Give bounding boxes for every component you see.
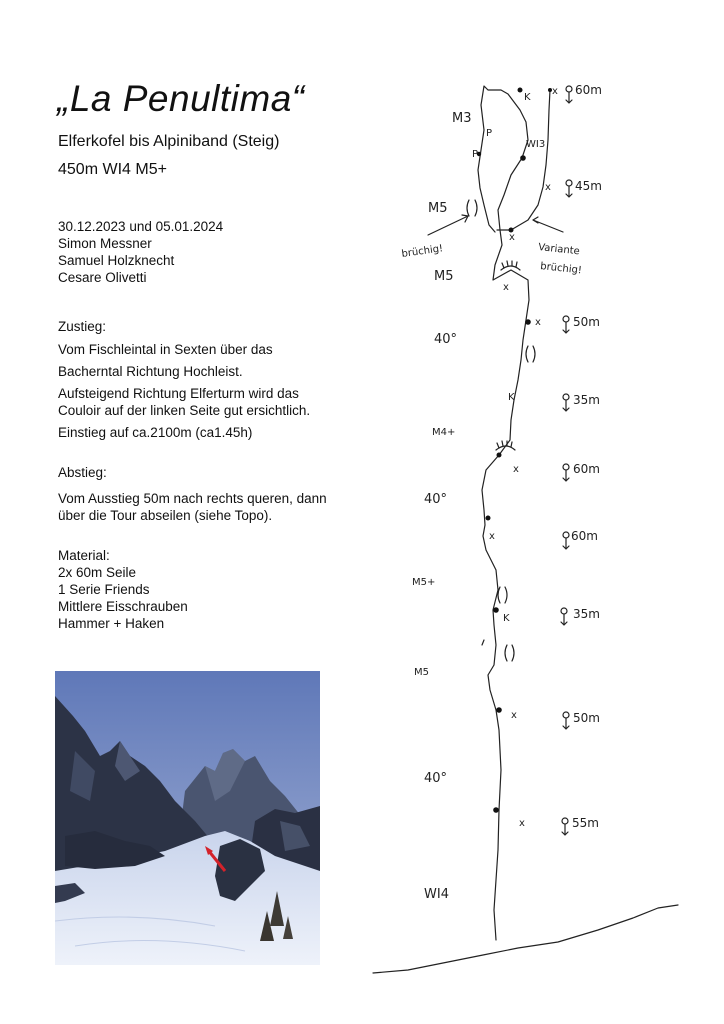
route-grade: 450m WI4 M5+ bbox=[58, 161, 167, 178]
route-topo bbox=[368, 70, 688, 980]
approach-line: Couloir auf der linken Seite gut ersichtlich. bbox=[58, 403, 311, 418]
anchor-marker: x bbox=[535, 317, 541, 328]
rappel-length: 60m bbox=[573, 462, 600, 476]
descent-line: über die Tour abseilen (siehe Topo). bbox=[58, 508, 273, 523]
grade-label: M4+ bbox=[432, 427, 456, 438]
approach-heading: Zustieg: bbox=[58, 319, 107, 334]
page-title: „La Penultima“ bbox=[57, 78, 305, 119]
approach-line: Aufsteigend Richtung Elferturm wird das bbox=[58, 386, 299, 401]
descent-line: Vom Ausstieg 50m nach rechts queren, dann bbox=[58, 491, 327, 506]
mountain-photo-illustration bbox=[55, 671, 320, 965]
team-member: Cesare Olivetti bbox=[58, 270, 147, 285]
anchor-marker: x bbox=[513, 464, 519, 475]
team-member: Samuel Holzknecht bbox=[58, 253, 175, 268]
descent-section bbox=[58, 464, 327, 524]
team-member: Simon Messner bbox=[58, 236, 152, 251]
grade-label: 40° bbox=[434, 332, 458, 347]
anchor-marker: x bbox=[503, 282, 509, 293]
rappel-length: 35m bbox=[573, 607, 600, 621]
anchor-marker: x bbox=[489, 531, 495, 542]
peg-marker: P bbox=[486, 128, 493, 139]
grade-label: WI4 bbox=[424, 887, 449, 902]
rappel-length: 50m bbox=[573, 315, 600, 329]
rappel-length: 60m bbox=[575, 83, 602, 97]
gear-item: 2x 60m Seile bbox=[58, 565, 137, 580]
grade-label: WI3 bbox=[526, 139, 546, 150]
rappel-length: 50m bbox=[573, 711, 600, 725]
gear-item: Hammer + Haken bbox=[58, 616, 165, 631]
grade-label: 40° bbox=[424, 771, 448, 786]
peg-marker: P bbox=[472, 149, 479, 160]
anchor-marker: x bbox=[509, 232, 515, 243]
note-bruechig-left: brüchig! bbox=[400, 243, 444, 260]
approach-line: Bacherntal Richtung Hochleist. bbox=[58, 364, 243, 379]
rappel-length: 55m bbox=[572, 816, 599, 830]
couloir-photo bbox=[55, 671, 320, 965]
anchor-marker: x bbox=[519, 818, 525, 829]
grade-label: 40° bbox=[424, 492, 448, 507]
note-bruechig-right: brüchig! bbox=[539, 261, 583, 277]
anchor-marker: x bbox=[552, 86, 558, 97]
approach-line: Einstieg auf ca.2100m (ca1.45h) bbox=[58, 425, 253, 440]
descent-heading: Abstieg: bbox=[58, 465, 107, 480]
gear-heading: Material: bbox=[58, 548, 110, 563]
note-variante: Variante bbox=[537, 242, 581, 258]
rappel-length: 60m bbox=[571, 529, 598, 543]
piton-marker: K bbox=[503, 613, 510, 624]
gear-item: Mittlere Eisschrauben bbox=[58, 599, 188, 614]
ascent-info bbox=[58, 218, 223, 286]
piton-marker: K bbox=[524, 92, 531, 103]
grade-label: M5 bbox=[434, 269, 454, 284]
anchor-marker: x bbox=[545, 182, 551, 193]
gear-section bbox=[58, 547, 188, 632]
grade-label: M5 bbox=[414, 667, 429, 678]
anchor-marker: x bbox=[511, 710, 517, 721]
gear-item: 1 Serie Friends bbox=[58, 582, 150, 597]
grade-label: M5+ bbox=[412, 577, 436, 588]
rappel-symbols bbox=[561, 86, 572, 835]
approach-section bbox=[58, 318, 310, 445]
route-subtitle: Elferkofel bis Alpiniband (Steig) bbox=[58, 133, 280, 150]
rappel-length: 45m bbox=[575, 179, 602, 193]
grade-label: M3 bbox=[452, 111, 472, 126]
ascent-dates: 30.12.2023 und 05.01.2024 bbox=[58, 219, 224, 234]
grade-label: M5 bbox=[428, 201, 448, 216]
approach-line: Vom Fischleintal in Sexten über das bbox=[58, 342, 273, 357]
piton-marker: K bbox=[508, 392, 515, 403]
rappel-length: 35m bbox=[573, 393, 600, 407]
